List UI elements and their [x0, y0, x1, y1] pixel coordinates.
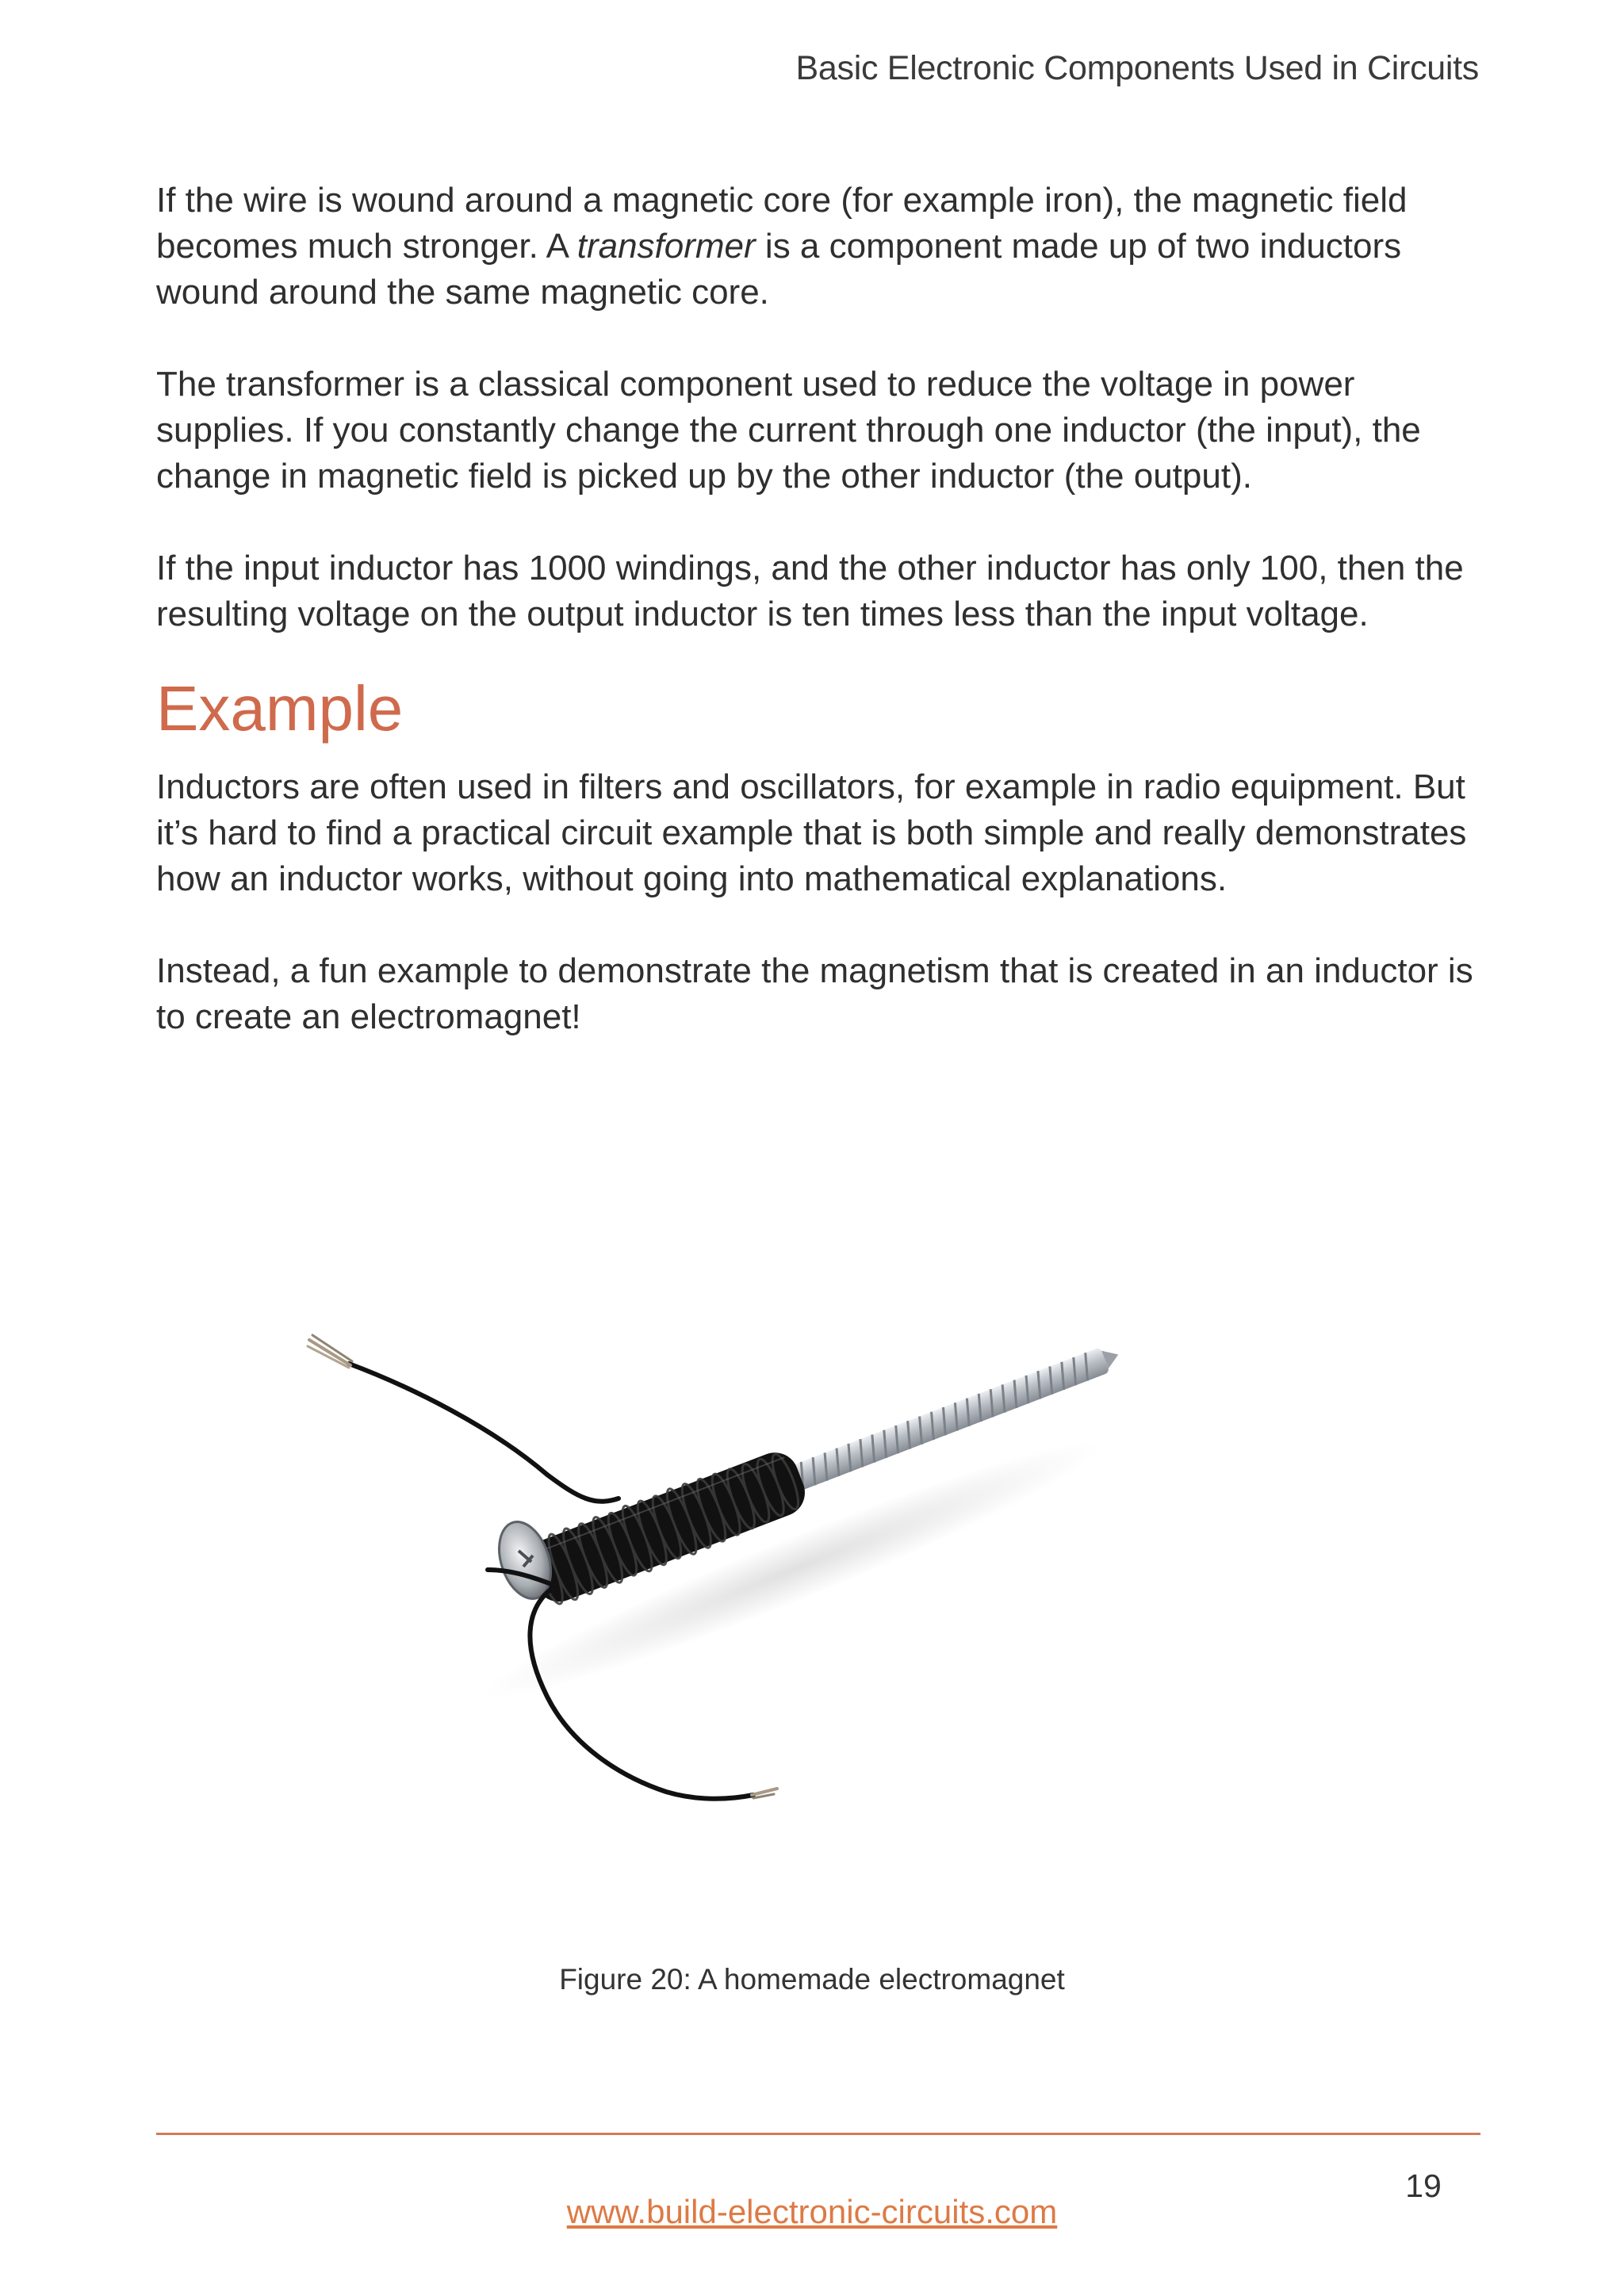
paragraph-windings: If the input inductor has 1000 windings, and the other inductor has only 100, then the resulting voltage on the output inductor is ten times less than the input voltage. [156, 549, 1464, 633]
paragraph-electromagnet: Instead, a fun example to demonstrate the magnetism that is created in an inductor is to create an electromagnet! [156, 951, 1473, 1036]
paragraph-core: If the wire is wound around a magnetic core (for example iron), the magnetic field becomes much stronger. A transformer is a component made up of two inductors wound around the same magnetic core. [156, 181, 1408, 312]
wire-upper [349, 1364, 619, 1502]
transformer-term: transformer [576, 227, 756, 266]
stripped-end-upper [308, 1335, 352, 1368]
paragraph-transformer: The transformer is a classical component used to reduce the voltage in power supplies. If you constantly change the current through one inductor (the input), the change in magnetic field is picked up by the other inductor (the output). [156, 365, 1421, 496]
section-heading: Example [156, 673, 404, 744]
running-header: Basic Electronic Components Used in Circuits [795, 49, 1479, 87]
page-content [156, 178, 1488, 1086]
paragraph-filters: Inductors are often used in filters and oscillators, for example in radio equipment. But it’s hard to find a practical circuit example that is both simple and really demonstrates how an inductor works, without going into mathematical explanations. [156, 767, 1467, 898]
page-number: 19 [1405, 2168, 1442, 2204]
stripped-end-lower [752, 1789, 777, 1798]
footer-divider [156, 2133, 1480, 2135]
screw-thread [775, 1342, 1124, 1498]
electromagnet-photo [285, 1237, 1364, 1871]
figure-caption: Figure 20: A homemade electromagnet [559, 1963, 1065, 1996]
footer-website-link[interactable]: www.build-electronic-circuits.com [566, 2193, 1058, 2230]
